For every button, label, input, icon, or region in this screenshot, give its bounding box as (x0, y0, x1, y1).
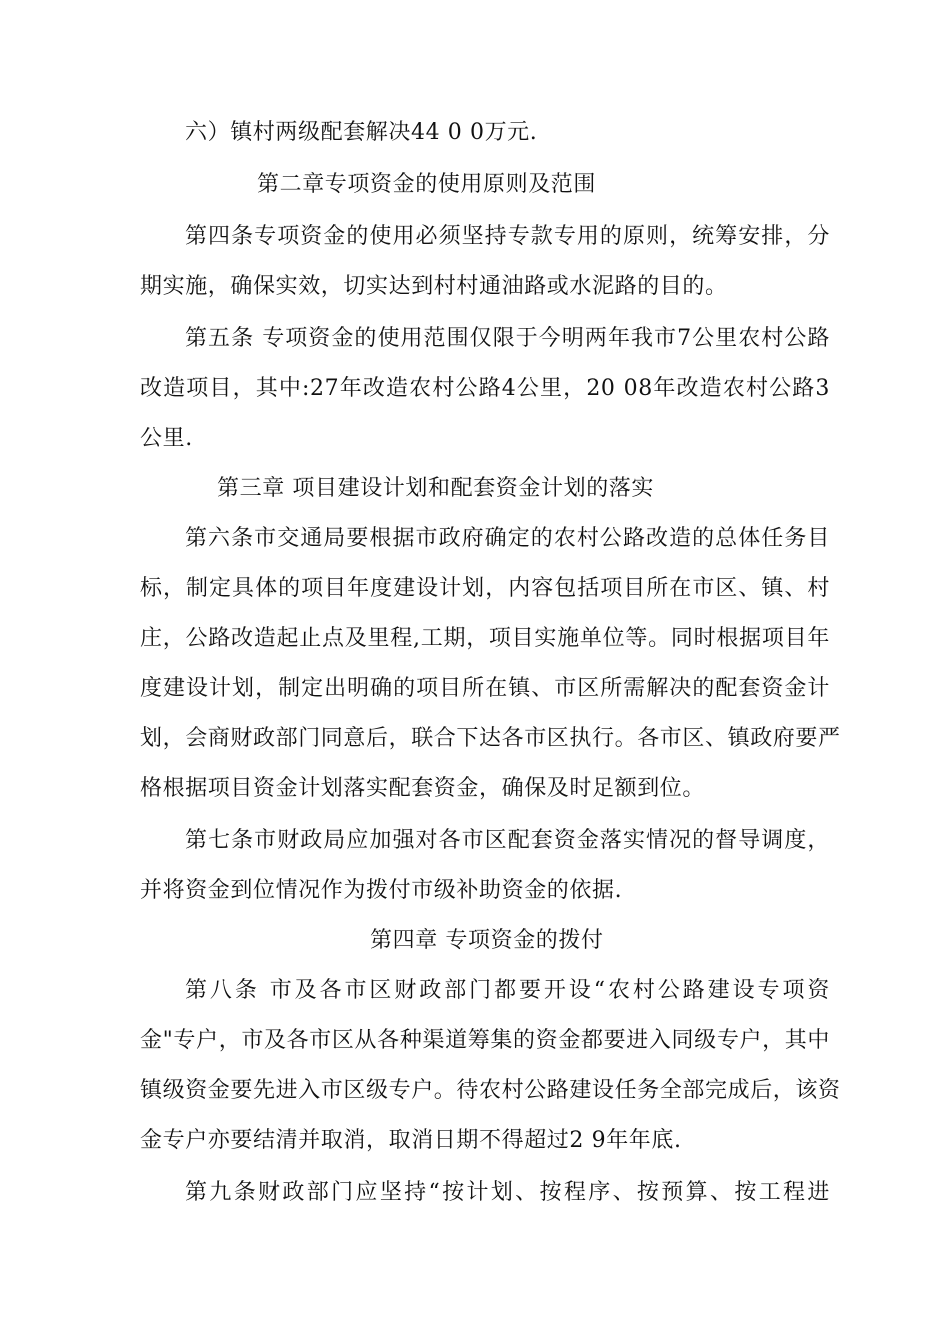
paragraph-line: 第八条 市及各市区财政部门都要开设“农村公路建设专项资 (185, 978, 830, 1003)
paragraph-line: 标，制定具体的项目年度建设计划，内容包括项目所在市区、镇、村 (140, 576, 830, 601)
paragraph-line: 格根据项目资金计划落实配套资金，确保及时足额到位。 (140, 776, 706, 801)
paragraph-line: 第四条专项资金的使用必须坚持专款专用的原则，统筹安排，分 (185, 224, 830, 249)
paragraph-line: 第九条财政部门应坚持“按计划、按程序、按预算、按工程进 (185, 1180, 830, 1205)
chapter-heading: 第二章专项资金的使用原则及范围 (257, 172, 597, 197)
paragraph-line: 金专户亦要结清并取消，取消日期不得超过2 9年年底. (140, 1128, 682, 1153)
paragraph-line: 度建设计划，制定出明确的项目所在镇、市区所需解决的配套资金计 (140, 676, 830, 701)
paragraph-line: 公里. (140, 426, 193, 451)
paragraph-line: 改造项目，其中:27年改造农村公路4公里，20 08年改造农村公路3 (140, 376, 830, 401)
chapter-heading: 第三章 项目建设计划和配套资金计划的落实 (217, 476, 654, 501)
paragraph-line: 并将资金到位情况作为拨付市级补助资金的依据. (140, 878, 623, 903)
paragraph-line: 期实施，确保实效，切实达到村村通油路或水泥路的目的。 (140, 274, 728, 299)
paragraph-line: 第六条市交通局要根据市政府确定的农村公路改造的总体任务目 (185, 526, 830, 551)
paragraph-line: 镇级资金要先进入市区级专户。待农村公路建设任务全部完成后，该资 (140, 1078, 841, 1103)
paragraph-line: 划，会商财政部门同意后，联合下达各市区执行。各市区、镇政府要严 (140, 726, 841, 751)
paragraph-line: 第五条 专项资金的使用范围仅限于今明两年我市7公里农村公路 (185, 326, 830, 351)
chapter-heading: 第四章 专项资金的拨付 (370, 928, 604, 953)
paragraph-line: 第七条市财政局应加强对各市区配套资金落实情况的督导调度， (185, 828, 830, 853)
paragraph-line: 金"专户，市及各市区从各种渠道筹集的资金都要进入同级专户，其中 (140, 1028, 830, 1053)
paragraph-line: 庄，公路改造起止点及里程,工期，项目实施单位等。同时根据项目年 (140, 626, 830, 651)
paragraph-line: 六）镇村两级配套解决44 0 0万元. (185, 120, 538, 145)
